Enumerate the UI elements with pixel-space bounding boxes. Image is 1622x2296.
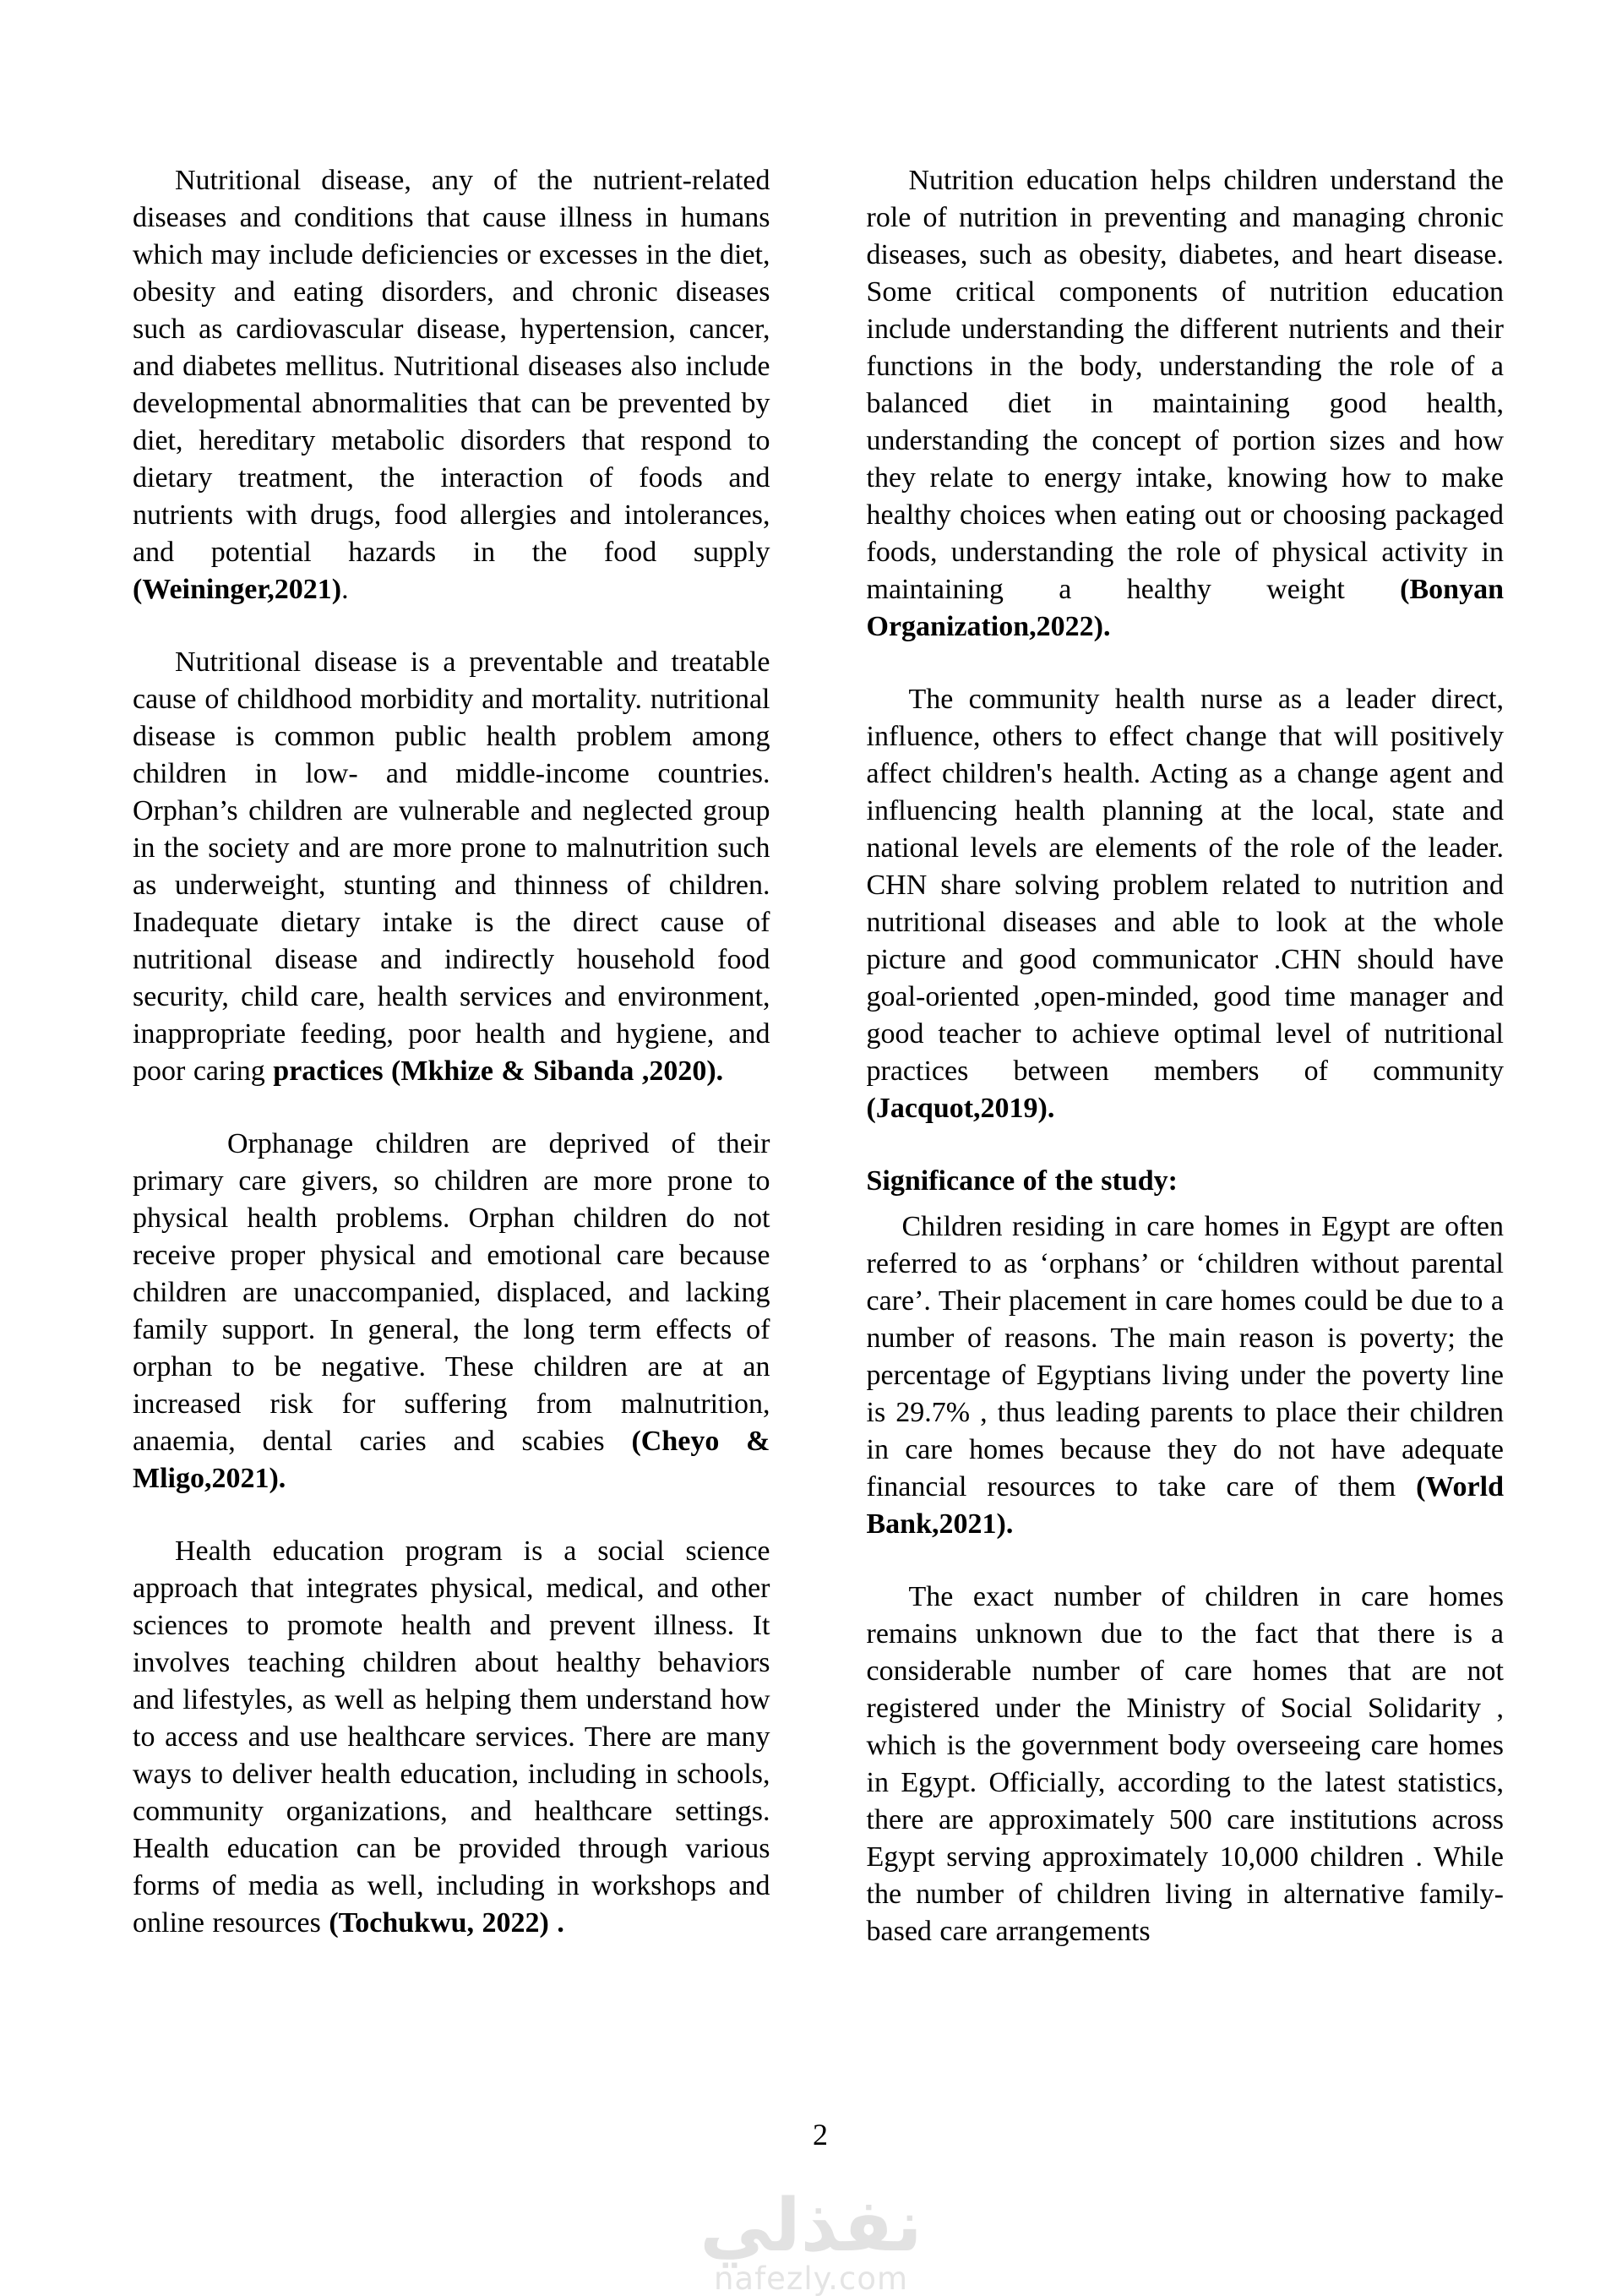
page-number: 2 — [813, 2118, 828, 2151]
citation-world-bank-2021: (World Bank,2021). — [866, 1471, 1504, 1540]
paragraph-text: Nutritional disease is a preventable and treatable cause of childhood morbidity and mortality. nutritional disease is common public health problem among children in low- and middle-income countries. Orphan’s children are vulnerable and neglected group in the society and are more prone to malnutrition such as underweight, stunting and thinness of children. Inadequate dietary intake is the direct cause of nutritional disease and indirectly household food security, child care, health services and environment, inappropriate feeding, poor health and hygiene, and poor caring — [133, 646, 770, 1087]
paragraph-nutritional-disease-definition — [133, 162, 770, 608]
left-column — [133, 162, 770, 1950]
two-column-text — [133, 162, 1504, 1950]
paragraph-text: Orphanage children are deprived of their primary care givers, so children are more prone to physical health problems. Orphan children do not receive proper physical and emotional care because children are unaccompanied, displaced, and lacking family support. In general, the long term effects of orphan to be negative. These children are at an increased risk for suffering from malnutrition, anaemia, dental caries and scabies — [133, 1128, 770, 1457]
paragraph-text: Nutritional disease, any of the nutrient-related diseases and conditions that cause illness in humans which may include deficiencies or excesses in the diet, obesity and eating disorders, and chronic diseases such as cardiovascular disease, hypertension, cancer, and diabetes mellitus. Nutritional diseases also include developmental abnormalities that can be prevented by diet, hereditary metabolic disorders that respond to dietary treatment, the interaction of foods and nutrients with drugs, food allergies and intolerances, and potential hazards in the food supply — [133, 165, 770, 568]
watermark — [0, 2184, 1622, 2296]
paragraph-text: Health education program is a social science approach that integrates physical, medical, and other sciences to promote health and prevent illness. It involves teaching children about healthy behaviors and lifestyles, as well as helping them understand how to access and use healthcare services. There are many ways to deliver health education, including in schools, community organizations, and healthcare settings. Health education can be provided through various forms of media as well, including in workshops and online resources — [133, 1535, 770, 1939]
paragraph-children-in-care-homes — [867, 1208, 1505, 1543]
paragraph-text: The exact number of children in care homes remains unknown due to the fact that there is a considerable number of care homes that are not registered under the Ministry of Social Solidarity , which is the government body overseeing care homes in Egypt. Officially, according to the latest statistics, there are approximately 500 care institutions across Egypt serving approximately 10,000 children . While the number of children living in alternative family-based care arrangements — [866, 1581, 1504, 1947]
paragraph-health-education-program — [133, 1533, 770, 1942]
citation-tochukwu-2022: (Tochukwu, 2022) . — [329, 1907, 564, 1939]
citation-jacquot-2019: (Jacquot,2019). — [866, 1093, 1055, 1124]
paragraph-text: Children residing in care homes in Egypt are often referred to as ‘orphans’ or ‘children without parental care’. Their placement in care homes could be due to a number of reasons. The main reason is poverty; the percentage of Egyptians living under the poverty line is 29.7% , thus leading parents to place their children in care homes because they do not have adequate financial resources to take care of them — [866, 1211, 1504, 1502]
paragraph-text: The community health nurse as a leader direct, influence, others to effect change that will positively affect children's health. Acting as a change agent and influencing health planning at the local, state and national levels are elements of the role of the leader. CHN share solving problem related to nutrition and nutritional diseases and able to look at the whole picture and good communicator .CHN should have goal-oriented ,open-minded, good time manager and good teacher to achieve optimal level of nutritional practices between members of community — [866, 684, 1504, 1087]
paragraph-text: . — [341, 574, 349, 605]
paragraph-text: Nutrition education helps children understand the role of nutrition in preventing and managing chronic diseases, such as obesity, diabetes, and heart disease. Some critical components of nutrition education include understanding the different nutrients and their functions in the body, understanding the role of a balanced diet in maintaining good health, understanding the concept of portion sizes and how they relate to energy intake, knowing how to make healthy choices when eating out or choosing packaged foods, understanding the role of physical activity in maintaining a healthy weight — [866, 165, 1504, 605]
citation-cheyo-mligo-2021: (Cheyo & Mligo,2021). — [133, 1426, 770, 1494]
paragraph-community-health-nurse — [867, 681, 1505, 1127]
watermark-domain: nafezly.com — [713, 2261, 909, 2296]
section-heading-significance-of-study — [867, 1163, 1505, 1200]
heading-text: Significance of the study: — [866, 1165, 1178, 1197]
citation-mkhize-sibanda-2020: practices (Mkhize & Sibanda ,2020). — [273, 1055, 724, 1087]
watermark-arabic-logo: نفذلي — [699, 2184, 923, 2268]
paragraph-preventable-treatable-cause — [133, 644, 770, 1090]
citation-bonyan-organization-2022: (Bonyan Organization,2022). — [866, 574, 1504, 642]
citation-weininger-2021: (Weininger,2021) — [133, 574, 342, 605]
right-column — [867, 162, 1505, 1950]
paragraph-nutrition-education — [867, 162, 1505, 646]
paragraph-exact-number-unknown — [867, 1579, 1505, 1950]
paragraph-orphanage-children — [133, 1126, 770, 1497]
